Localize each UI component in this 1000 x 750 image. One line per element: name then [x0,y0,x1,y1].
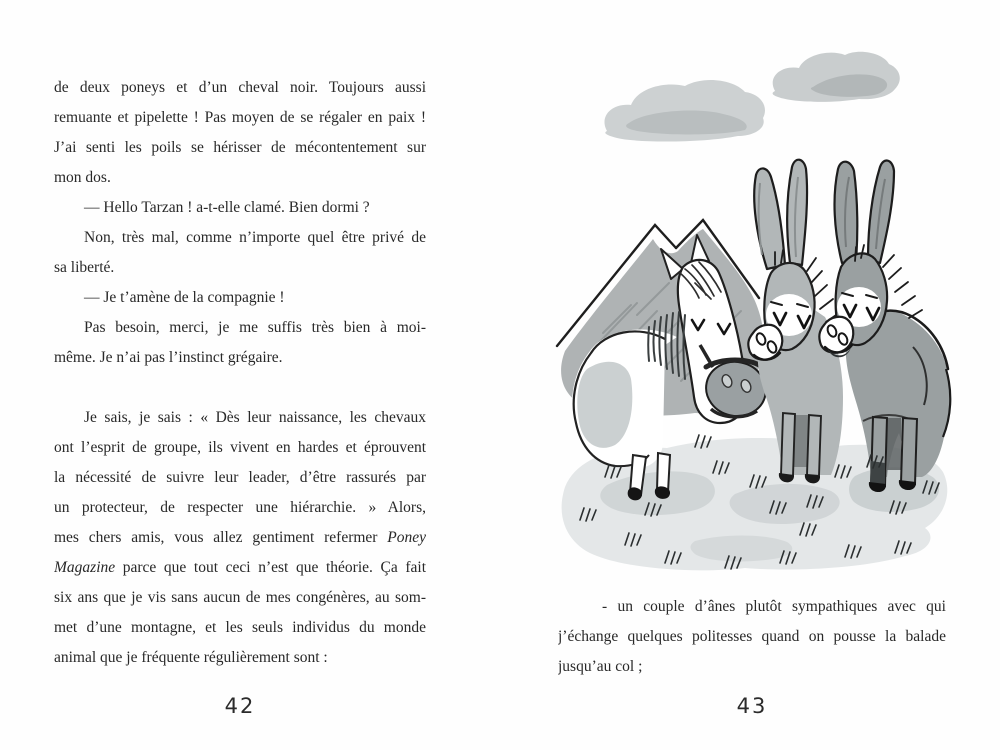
text-line [54,133,426,163]
text-segment: j’échange quelques politesses quand on pousse la balade [558,628,946,645]
text-line [558,592,946,622]
text-segment: ont l’esprit de groupe, ils vivent en hardes et éprouvent [54,439,426,456]
text-segment: - un couple d’ânes plutôt sympathiques avec qui [602,598,946,615]
text-line [54,433,426,463]
text-line [54,313,426,343]
text-line [54,103,426,133]
left-page-text [54,73,426,673]
text-segment: mes chers amis, vous allez gentiment refermer [54,529,388,546]
text-segment: Je sais, je sais : « Dès leur naissance, les chevaux [84,409,426,426]
text-segment: — Hello Tarzan ! a-t-elle clamé. Bien dormi ? [84,199,370,216]
text-line [54,253,426,283]
text-line [54,493,426,523]
text-line [54,193,426,223]
text-segment: jusqu’au col ; [558,658,643,675]
text-line [54,403,426,433]
text-segment: animal que je fréquente régulièrement sont : [54,649,328,666]
text-line [54,73,426,103]
page-number-right: 43 [736,694,768,718]
text-line [54,463,426,493]
text-line [558,622,946,652]
text-line [54,343,426,373]
text-segment: la nécessité de suivre leur leader, d’être rassurés par [54,469,426,486]
text-segment: remuante et pipelette ! Pas moyen de se régaler en paix ! [54,109,426,126]
blank-line [54,373,426,403]
text-line [54,643,426,673]
italic-text: Magazine [54,559,116,576]
text-segment: J’ai senti les poils se hérisser de mécontentement sur [54,139,426,156]
text-line [54,223,426,253]
text-line [54,553,426,583]
clouds [604,52,899,142]
text-line [54,163,426,193]
text-segment: Non, très mal, comme n’importe quel être privé de [84,229,426,246]
text-segment: mon dos. [54,169,111,186]
text-segment: de deux poneys et d’un cheval noir. Toujours aussi [54,79,426,96]
text-line [54,583,426,613]
text-line [54,283,426,313]
text-segment: met d’une montagne, et les seuls individus du monde [54,619,426,636]
text-line [558,652,946,682]
text-segment: — Je t’amène de la compagnie ! [84,289,285,306]
text-line [54,613,426,643]
text-segment: même. Je n’ai pas l’instinct grégaire. [54,349,283,366]
pony-and-donkeys-illustration [545,15,955,585]
text-line [54,523,426,553]
italic-text: Poney [387,529,426,546]
text-segment: sa liberté. [54,259,115,276]
text-segment: parce que tout ceci n’est que théorie. Ça fait [115,559,426,576]
page-number-left: 42 [224,694,256,718]
text-segment: un protecteur, de respecter une hiérarchie. » Alors, [54,499,426,516]
text-segment: Pas besoin, merci, je me suffis très bien à moi- [84,319,426,336]
text-segment: six ans que je vis sans aucun de mes congénères, au som- [54,589,426,606]
illustration-caption [558,592,946,682]
